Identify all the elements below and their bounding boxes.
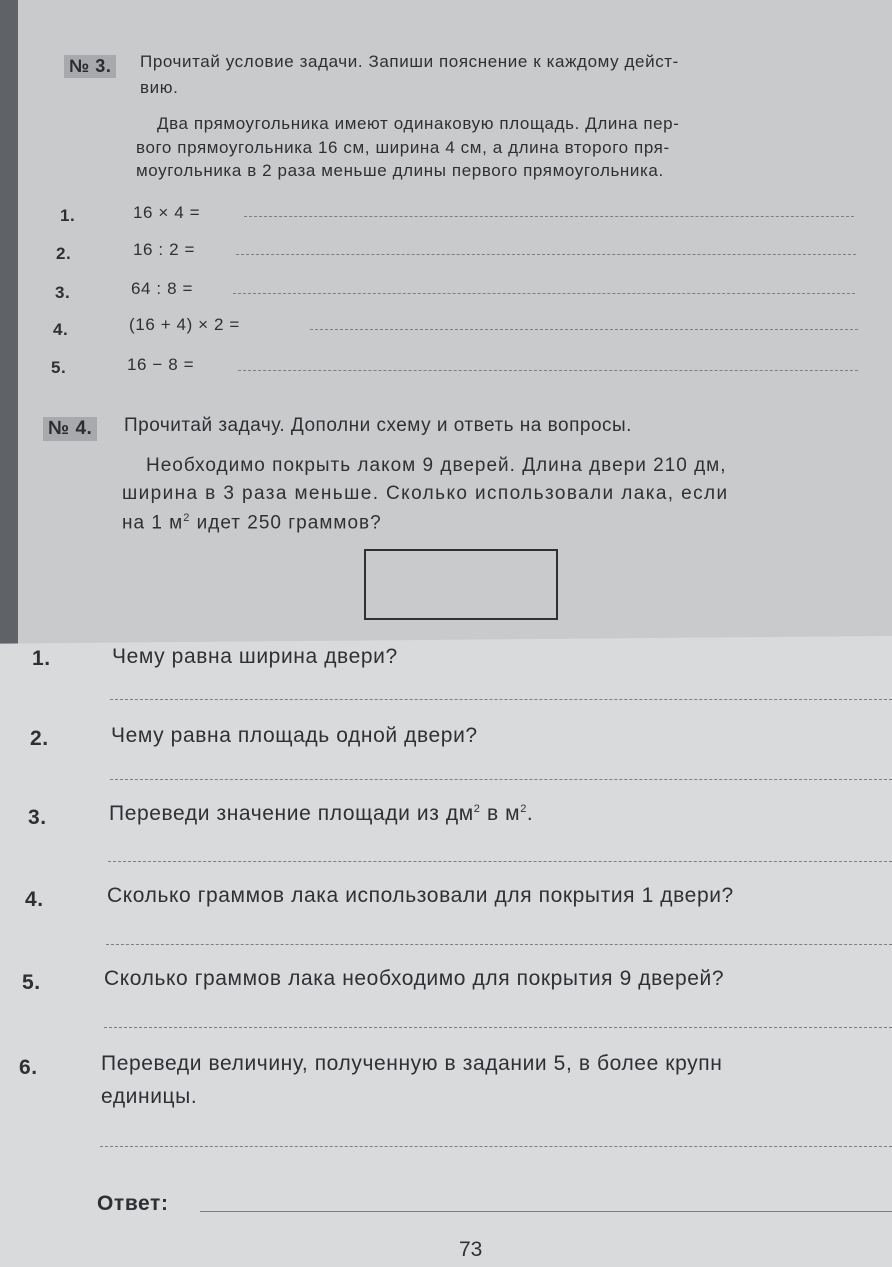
- task3-step-number: 3.: [55, 283, 71, 302]
- answer-label: Ответ:: [97, 1192, 169, 1215]
- task3-step-expression: 16 × 4 =: [133, 203, 201, 222]
- task4-problem-line1: Необходимо покрыть лаком 9 дверей. Длина двери 210 дм,: [146, 455, 727, 476]
- task3-step-expression: 64 : 8 =: [131, 279, 193, 298]
- question-text: Сколько граммов лака использовали для покрытия 1 двери?: [107, 884, 734, 907]
- scheme-rectangle[interactable]: [364, 549, 558, 620]
- question5-answer-line[interactable]: [104, 1027, 892, 1028]
- question-text-line1: Переведи величину, полученную в задании 5, в более крупн: [101, 1052, 723, 1075]
- question1-answer-line[interactable]: [110, 699, 892, 700]
- question-text: Чему равна ширина двери?: [112, 645, 398, 668]
- task4-problem-line2: ширина в 3 раза меньше. Сколько использовали лака, если: [122, 483, 729, 504]
- task3-step-number: 4.: [53, 320, 69, 339]
- task3-step-expression: 16 : 2 =: [133, 240, 195, 259]
- page-number: 73: [459, 1238, 483, 1261]
- task3-step-expression: (16 + 4) × 2 =: [129, 315, 240, 334]
- task3-step-number: 2.: [56, 244, 72, 263]
- task3-step-expression: 16 − 8 =: [127, 355, 195, 374]
- task3-instruction-line2: вию.: [140, 78, 179, 97]
- task3-number: № 3.: [64, 55, 116, 78]
- task3-problem-line2: вого прямоугольника 16 см, ширина 4 см, а длина второго пря-: [136, 138, 670, 157]
- question-text: Чему равна площадь одной двери?: [111, 724, 478, 747]
- question4-answer-line[interactable]: [106, 944, 892, 945]
- question6-answer-line[interactable]: [100, 1146, 892, 1147]
- task3-step-number: 5.: [51, 358, 67, 377]
- question-number: 1.: [32, 647, 51, 670]
- task4-instruction: Прочитай задачу. Дополни схему и ответь на вопросы.: [124, 415, 632, 436]
- question-number: 2.: [30, 727, 49, 750]
- task3-instruction-line1: Прочитай условие задачи. Запиши пояснение к каждому дейст-: [140, 52, 679, 71]
- question-text: Переведи значение площади из $дм^2$ в $м^2$.: [109, 802, 534, 825]
- task3-problem-line1: Два прямоугольника имеют одинаковую площадь. Длина пер-: [157, 114, 680, 133]
- task3-step2-answer-line[interactable]: [236, 254, 856, 255]
- task4-number: № 4.: [43, 417, 97, 441]
- task3-problem-line3: моугольника в 2 раза меньше длины первого прямоугольника.: [136, 161, 664, 180]
- final-answer-line[interactable]: [200, 1211, 892, 1212]
- task3-step5-answer-line[interactable]: [238, 370, 858, 371]
- task4-problem-line3: на 1 $м^2$ идет 250 граммов?: [122, 512, 382, 534]
- question-text-line2: единицы.: [101, 1085, 198, 1108]
- task3-step1-answer-line[interactable]: [244, 216, 854, 217]
- question-number: 5.: [22, 971, 41, 994]
- task3-step3-answer-line[interactable]: [233, 293, 855, 294]
- question-number: 4.: [25, 888, 44, 911]
- question3-answer-line[interactable]: [108, 861, 892, 862]
- task3-step-number: 1.: [60, 206, 76, 225]
- task3-step4-answer-line[interactable]: [310, 329, 858, 330]
- question2-answer-line[interactable]: [110, 779, 892, 780]
- question-text: Сколько граммов лака необходимо для покрытия 9 дверей?: [104, 967, 725, 990]
- question-number: 3.: [28, 806, 47, 829]
- question-number: 6.: [19, 1056, 38, 1079]
